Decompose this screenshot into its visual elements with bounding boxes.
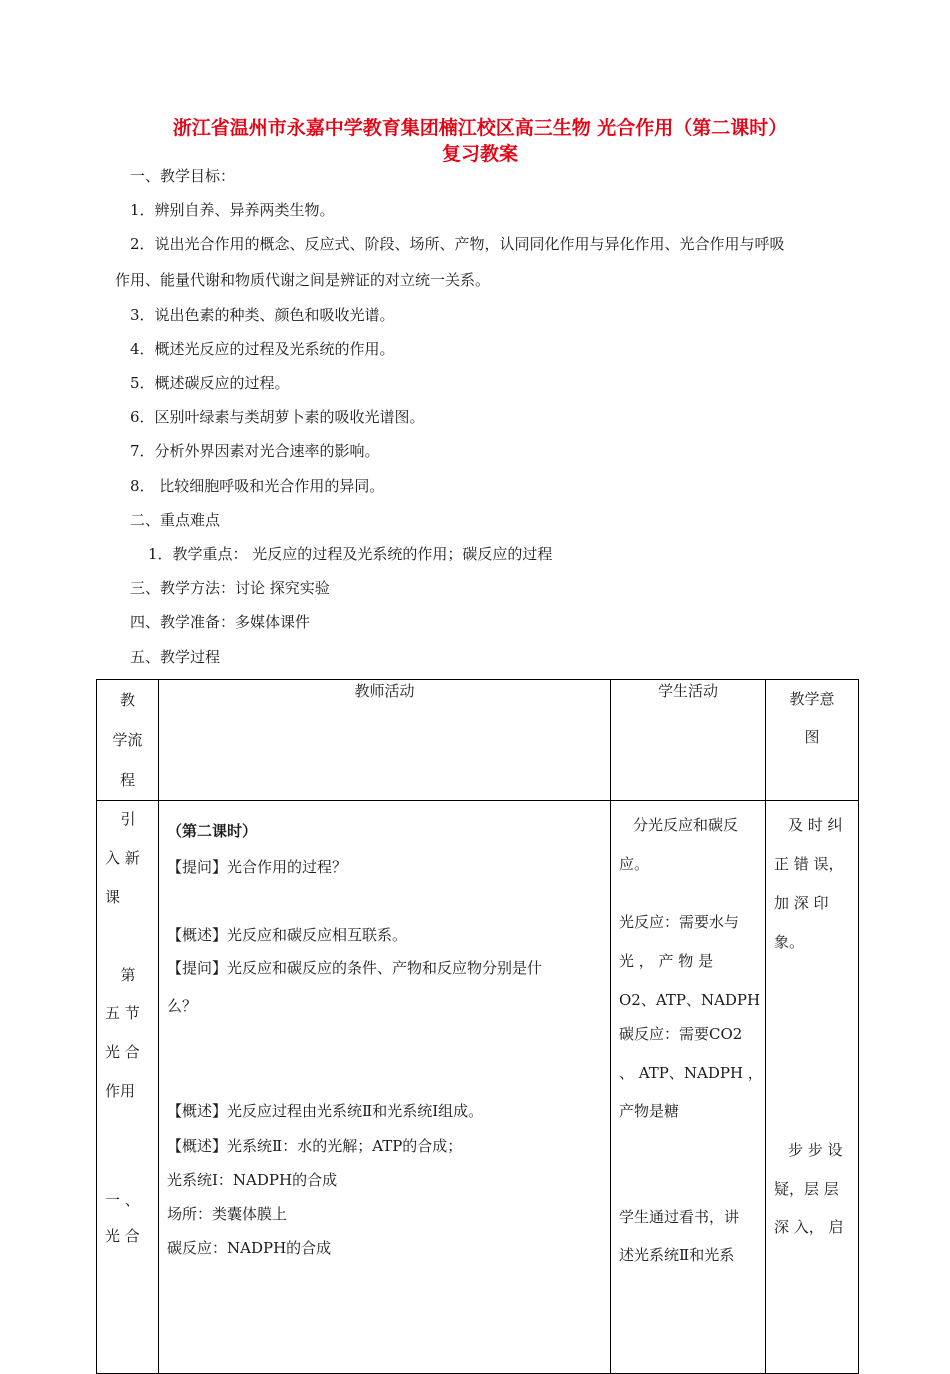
student-cell: 分光反应和碳反 应。 光反应：需要水与 光 ， 产 物 是 O2、ATP、NADPH 碳反应：需要CO2 、 ATP、NADPH ， 产物是糖 学生通过看书，讲 述光系统Ⅱ和光系 [611, 801, 766, 1374]
goal-7: 7．分析外界因素对光合速率的影响。 [130, 442, 380, 460]
document-title [100, 115, 860, 167]
key-heading: 二、重点难点 [130, 511, 221, 529]
teacher-cell: （第二课时） 【提问】光合作用的过程？ 【概述】光反应和碳反应相互联系。 【提问】光反应和碳反应的条件、产物和反应物分别是什 么？ 【概述】光反应过程由光系统Ⅱ和光系统Ⅰ组成。 【概述】光系统Ⅱ：水的光解；ATP的合成； 光系统Ⅰ：NADPH的合成 场所：类囊体膜上 碳反应：NADPH的合成 [159, 801, 611, 1374]
intent-cell: 及 时 纠 正 错 误， 加 深 印 象。 步 步 设 疑，层 层 深 入， 启 [766, 801, 859, 1374]
flow-cell: 引 入 新 课 第 五 节 光 合 作用 一 、 光 合 [97, 801, 159, 1374]
goal-3: 3．说出色素的种类、颜色和吸收光谱。 [130, 306, 395, 324]
process-table [96, 679, 859, 1374]
goal-2: 2．说出光合作用的概念、反应式、阶段、场所、产物，认同同化作用与异化作用、光合作用与呼吸 [130, 235, 785, 253]
goal-2-cont: 作用、能量代谢和物质代谢之间是辨证的对立统一关系。 [115, 271, 491, 289]
method-line: 三、教学方法：讨论 探究实验 [130, 579, 330, 597]
goal-1: 1．辨别自养、异养两类生物。 [130, 201, 335, 219]
goal-5: 5．概述碳反应的过程。 [130, 374, 290, 392]
goal-8: 8． 比较细胞呼吸和光合作用的异同。 [130, 477, 385, 495]
title-line-2: 复习教案 [441, 143, 518, 165]
header-student: 学生活动 [611, 680, 766, 801]
process-heading: 五、教学过程 [130, 648, 221, 666]
goal-6: 6．区别叶绿素与类胡萝卜素的吸收光谱图。 [130, 408, 425, 426]
header-flow: 教 学流 程 [97, 680, 159, 801]
header-intent: 教学意 图 [766, 680, 859, 801]
title-line-1: 浙江省温州市永嘉中学教育集团楠江校区高三生物 光合作用（第二课时） [172, 117, 788, 139]
header-teacher: 教师活动 [159, 680, 611, 801]
key-item: 1．教学重点： 光反应的过程及光系统的作用；碳反应的过程 [148, 545, 553, 563]
goal-4: 4．概述光反应的过程及光系统的作用。 [130, 340, 395, 358]
prep-line: 四、教学准备：多媒体课件 [130, 613, 311, 631]
table-row [97, 801, 859, 1374]
goals-heading: 一、教学目标： [130, 167, 236, 185]
table-header-row [97, 680, 859, 801]
